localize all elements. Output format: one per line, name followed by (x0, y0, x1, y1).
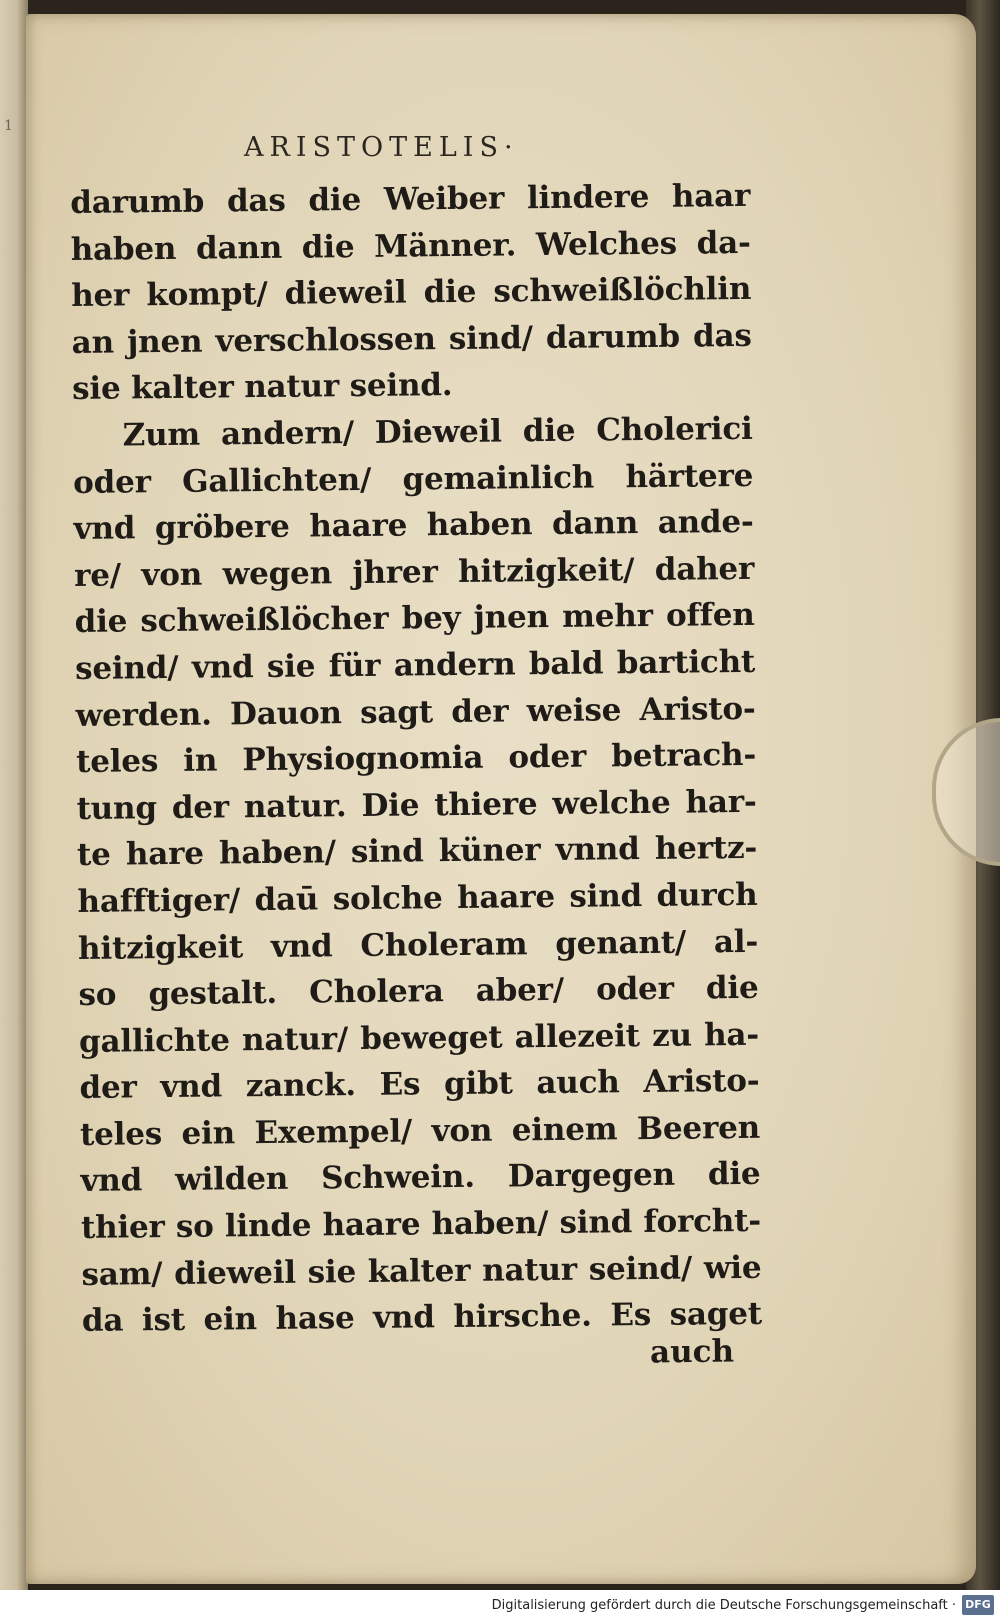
text-line: gallichte natur/ beweget allezeit zu ha- (78, 1016, 760, 1060)
marginal-mark: 1 (4, 118, 13, 134)
text-line: oder Gallichten/ gemainlich härtere (72, 457, 754, 501)
text-line: thier so linde haare haben/ sind forcht- (80, 1202, 762, 1247)
text-line: vnd gröbere haare haben dann ande- (73, 504, 754, 548)
body-text (70, 173, 762, 1345)
text-line: re/ von wegen jhrer hitzigkeit/ daher (73, 550, 755, 594)
text-line: haben dann die Männer. Welches da- (70, 224, 751, 268)
text-line: tung der natur. Die thiere welche har- (76, 783, 757, 827)
text-line: darumb das die Weiber lindere haar (70, 177, 751, 221)
text-line: an jnen verschlossen sind/ darumb das (71, 317, 752, 361)
running-header: ARISTOTELIS· (244, 132, 519, 163)
text-line: her kompt/ dieweil die schweißlöchlin (71, 271, 752, 315)
text-line: so gestalt. Cholera aber/ oder die (78, 969, 759, 1014)
text-line: da ist ein hase vnd hirsche. Es saget (81, 1296, 763, 1340)
text-line: der vnd zanck. Es gibt auch Aristo- (79, 1063, 760, 1107)
text-line: vnd wilden Schwein. Dargegen die (80, 1156, 761, 1200)
dfg-logo: DFG (962, 1595, 994, 1615)
text-line: hitzigkeit vnd Choleram genant/ al- (77, 923, 759, 967)
text-line: sam/ dieweil sie kalter natur seind/ wie (81, 1249, 762, 1293)
text-line: hafftiger/ daū solche haare sind durch (77, 876, 758, 920)
footer-bar (0, 1590, 1000, 1623)
text-line: te hare haben/ sind küner vnnd hertz- (76, 830, 758, 874)
text-line: seind/ vnd sie für andern bald barticht (74, 643, 756, 687)
funding-credit: Digitalisierung gefördert durch die Deutsche Forschungsgemeinschaft · (491, 1598, 956, 1613)
text-line: sie kalter natur seind. (72, 367, 453, 408)
catchword: auch (649, 1333, 735, 1371)
text-line: die schweißlöcher bey jnen mehr offen (74, 597, 755, 641)
text-line: teles in Physiognomia oder betrach- (75, 736, 757, 781)
facing-page-gutter (0, 0, 28, 1590)
text-line: Zum andern/ Dieweil die Cholerici (122, 410, 753, 454)
text-line: werden. Dauon sagt der weise Aristo- (75, 690, 756, 734)
text-line: teles ein Exempel/ von einem Beeren (79, 1109, 761, 1153)
